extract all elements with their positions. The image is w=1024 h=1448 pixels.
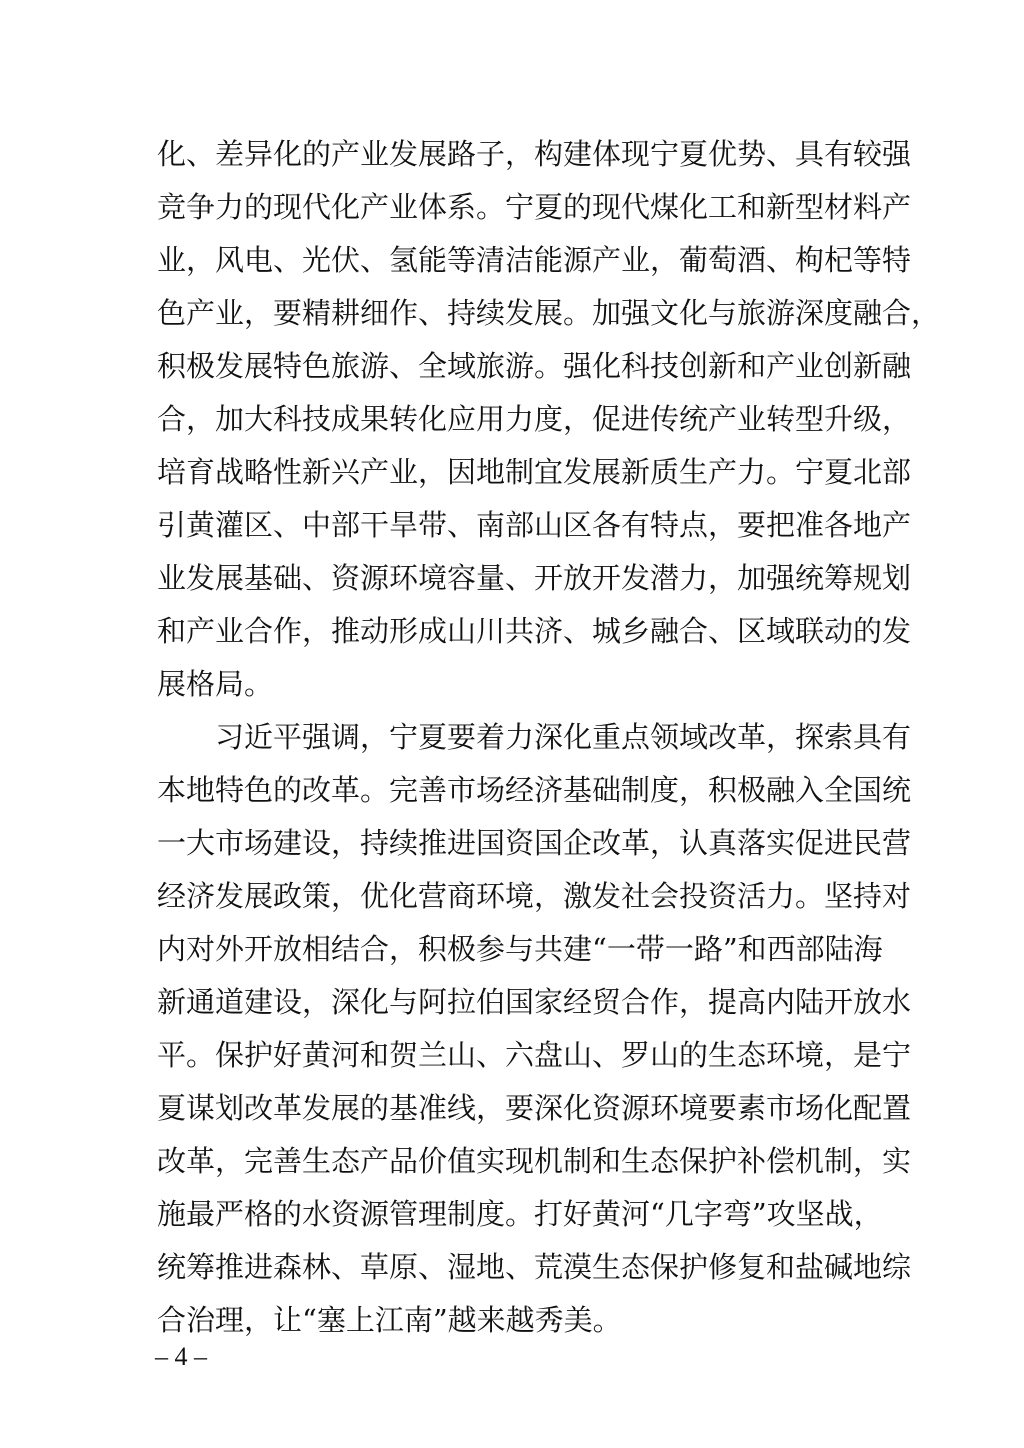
text-line: 培育战略性新兴产业，因地制宜发展新质生产力。宁夏北部 [157, 455, 912, 489]
text-line: 业，风电、光伏、氢能等清洁能源产业，葡萄酒、枸杞等特 [157, 243, 912, 277]
body-text [157, 128, 941, 1347]
text-line: 合治理，让“塞上江南”越来越秀美。 [157, 1303, 622, 1337]
text-line: 施最严格的水资源管理制度。打好黄河“几字弯”攻坚战， [157, 1197, 883, 1231]
text-line: 改革，完善生态产品价值实现机制和生态保护补偿机制，实 [157, 1144, 912, 1178]
text-line: 竞争力的现代化产业体系。宁夏的现代煤化工和新型材料产 [157, 190, 912, 224]
text-line: 平。保护好黄河和贺兰山、六盘山、罗山的生态环境，是宁 [157, 1038, 912, 1072]
text-line: 一大市场建设，持续推进国资国企改革，认真落实促进民营 [157, 826, 912, 860]
text-line: 和产业合作，推动形成山川共济、城乡融合、区域联动的发 [157, 614, 912, 648]
text-line: 展格局。 [157, 667, 274, 701]
text-line: 习近平强调，宁夏要着力深化重点领域改革，探索具有 [157, 720, 912, 754]
text-line: 本地特色的改革。完善市场经济基础制度，积极融入全国统 [157, 773, 912, 807]
text-line: 内对外开放相结合，积极参与共建“一带一路”和西部陆海 [157, 932, 883, 966]
text-line: 业发展基础、资源环境容量、开放开发潜力，加强统筹规划 [157, 561, 912, 595]
page-number: – 4 – [155, 1342, 207, 1371]
text-line: 合，加大科技成果转化应用力度，促进传统产业转型升级， [157, 402, 912, 436]
text-line: 经济发展政策，优化营商环境，激发社会投资活力。坚持对 [157, 879, 912, 913]
text-line: 色产业，要精耕细作、持续发展。加强文化与旅游深度融合， [157, 296, 941, 330]
text-line: 积极发展特色旅游、全域旅游。强化科技创新和产业创新融 [157, 349, 912, 383]
text-line: 夏谋划改革发展的基准线，要深化资源环境要素市场化配置 [157, 1091, 912, 1125]
text-line: 统筹推进森林、草原、湿地、荒漠生态保护修复和盐碱地综 [157, 1250, 912, 1284]
text-line: 新通道建设，深化与阿拉伯国家经贸合作，提高内陆开放水 [157, 985, 912, 1019]
text-line: 化、差异化的产业发展路子，构建体现宁夏优势、具有较强 [157, 137, 912, 171]
text-line: 引黄灌区、中部干旱带、南部山区各有特点，要把准各地产 [157, 508, 912, 542]
